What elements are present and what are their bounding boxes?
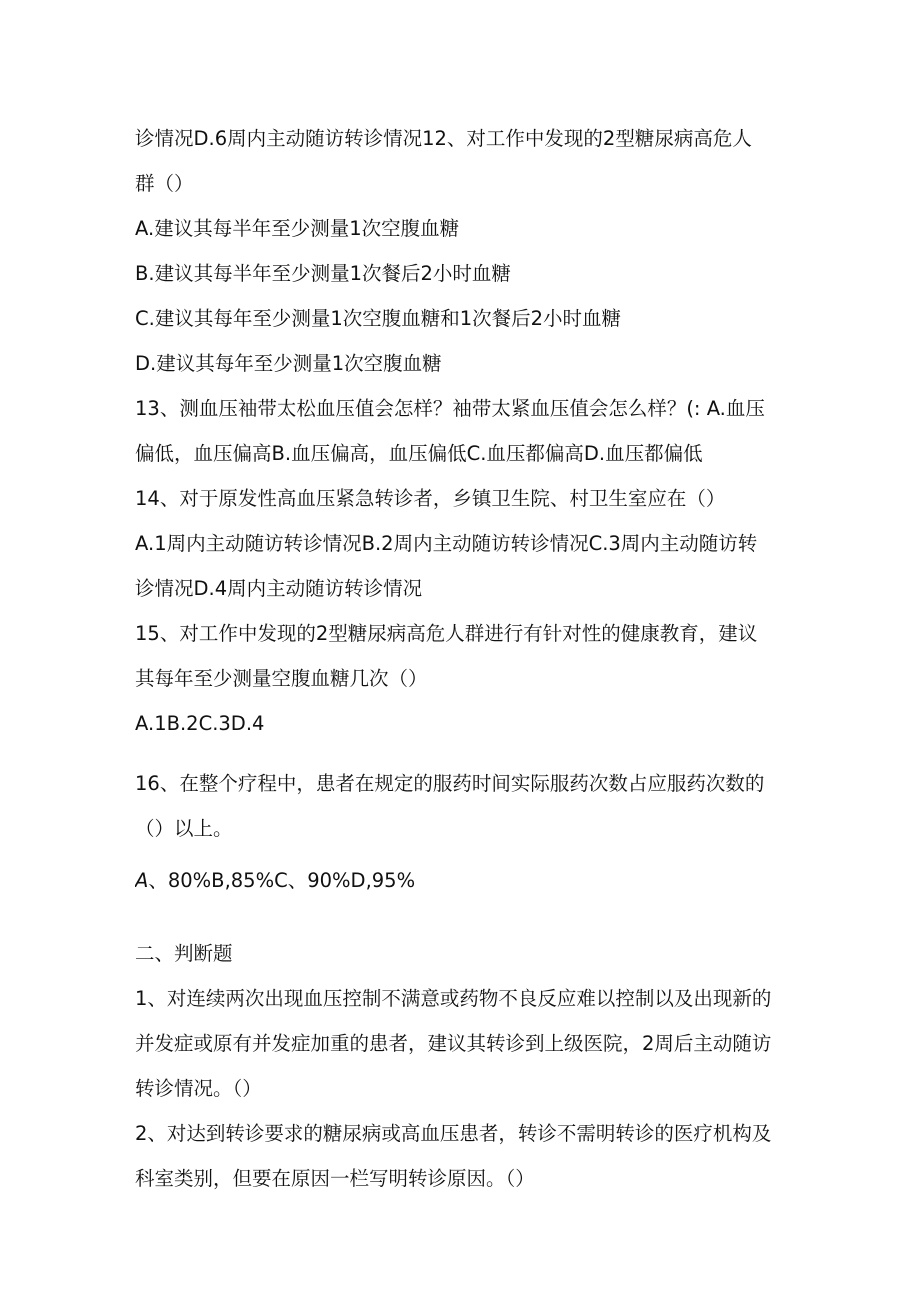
text-line-q12-option-c: C.建议其每年至少测量1次空腹血糖和1次餐后2小时血糖 [135,307,622,330]
text-line-q16-options [135,868,795,894]
text-line-tf2-stem: 2、对达到转诊要求的糖尿病或高血压患者，转诊不需明转诊的医疗机构及 [135,1122,772,1145]
text-line-q12-stem-end: 群（） [135,172,194,195]
q16-option-values: 、80%B,85%C、90%D,95% [148,869,416,892]
text-line-q13-stem: 13、测血压袖带太松血压值会怎样？袖带太紧血压值会怎么样？(: A.血压 [135,397,765,420]
text-line-q14-options: A.1周内主动随访转诊情况B.2周内主动随访转诊情况C.3周内主动随访转 [135,532,758,555]
text-line-q12-option-a: A.建议其每半年至少测量1次空腹血糖 [135,217,460,240]
text-line-q12-option-d: D.建议其每年至少测量1次空腹血糖 [135,352,442,375]
text-line-q15-stem: 15、对工作中发现的2型糖尿病高危人群进行有针对性的健康教育，建议 [135,622,758,645]
text-line-q12-option-b: B.建议其每半年至少测量1次餐后2小时血糖 [135,262,511,285]
text-line-tf2-stem-end: 科室类别，但要在原因一栏写明转诊原因。（） [135,1167,535,1190]
text-line-q16-stem-end: （）以上。 [135,817,233,840]
text-line-q15-options: A.1B.2C.3D.4 [135,712,265,735]
text-line-q14-stem: 14、对于原发性高血压紧急转诊者，乡镇卫生院、村卫生室应在（） [135,487,726,510]
text-line-q16-stem: 16、在整个疗程中，患者在规定的服药时间实际服药次数占应服药次数的 [135,772,765,795]
text-line-q14-options-end: 诊情况D.4周内主动随访转诊情况 [135,577,423,600]
text-line-q15-stem-end: 其每年至少测量空腹血糖几次（） [135,667,428,690]
option-letter-a: A [135,869,149,892]
section-heading-true-false: 二、判断题 [135,942,233,965]
text-line-tf1-stem-end: 转诊情况。（） [135,1077,262,1100]
text-line-q11-options-end-q12-stem: 诊情况D.6周内主动随访转诊情况12、对工作中发现的2型糖尿病高危人 [135,127,752,150]
text-line-tf1-stem: 1、对连续两次出现血压控制不满意或药物不良反应难以控制以及出现新的 [135,987,772,1010]
text-line-tf1-stem-cont: 并发症或原有并发症加重的患者，建议其转诊到上级医院，2周后主动随访 [135,1032,772,1055]
text-line-q13-options: 偏低，血压偏高B.血压偏高，血压偏低C.血压都偏高D.血压都偏低 [135,442,703,465]
